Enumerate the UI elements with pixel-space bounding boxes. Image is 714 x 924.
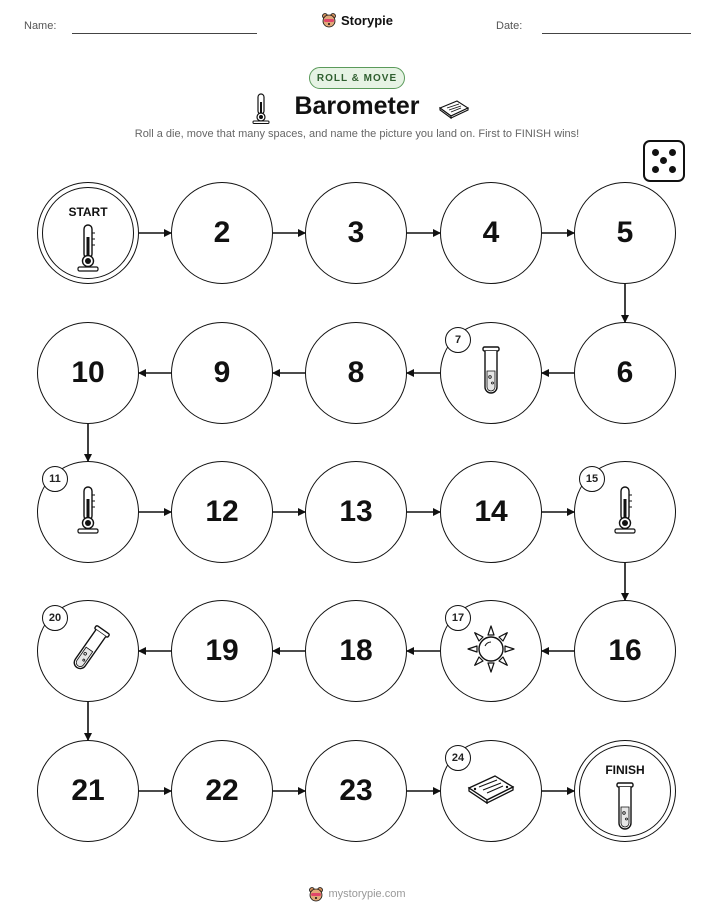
space-number-badge: 17 [445, 605, 471, 631]
space-14 [440, 461, 542, 563]
space-18 [305, 600, 407, 702]
space-number: 13 [339, 495, 373, 528]
space-17 [440, 600, 542, 702]
test-tube-icon [478, 345, 504, 402]
space-8 [305, 322, 407, 424]
space-7 [440, 322, 542, 424]
space-number: 3 [347, 216, 365, 249]
thermometer-icon [75, 485, 101, 540]
space-23 [305, 740, 407, 842]
space-13 [305, 461, 407, 563]
footer [0, 886, 714, 907]
space-number: 4 [482, 216, 500, 249]
space-label: START [68, 205, 108, 219]
thermometer-icon [612, 485, 638, 540]
barometer-icon [465, 772, 517, 811]
test-tube-icon [61, 620, 115, 682]
space-number-badge: 7 [445, 327, 471, 353]
sun-icon [467, 625, 515, 678]
space-21 [37, 740, 139, 842]
space-4 [440, 182, 542, 284]
space-10 [37, 322, 139, 424]
name-label: Name: [24, 20, 57, 32]
storypie-bear-icon [308, 886, 324, 902]
space-number: 2 [213, 216, 231, 249]
space-2 [171, 182, 273, 284]
space-label: FINISH [605, 763, 645, 777]
space-19 [171, 600, 273, 702]
game-type-badge: ROLL & MOVE [309, 67, 405, 89]
space-finish [574, 740, 676, 842]
space-6 [574, 322, 676, 424]
space-number: 9 [213, 356, 231, 389]
space-16 [574, 600, 676, 702]
space-11 [37, 461, 139, 563]
space-number-badge: 24 [445, 745, 471, 771]
space-number: 12 [205, 495, 239, 528]
space-number: 18 [339, 634, 373, 667]
thermometer-icon [75, 223, 101, 278]
space-22 [171, 740, 273, 842]
date-label: Date: [496, 20, 523, 32]
space-number: 6 [616, 356, 634, 389]
space-number: 19 [205, 634, 239, 667]
brand-name: Storypie [340, 12, 393, 28]
test-tube-icon [612, 781, 638, 838]
space-9 [171, 322, 273, 424]
space-3 [305, 182, 407, 284]
instructions: Roll a die, move that many spaces, and name the picture you land on. First to FINISH wins! [134, 128, 580, 140]
footer-url: mystorypie.com [328, 888, 406, 900]
space-5 [574, 182, 676, 284]
page-title: Barometer [294, 92, 420, 120]
space-12 [171, 461, 273, 563]
space-24 [440, 740, 542, 842]
space-number: 14 [474, 495, 508, 528]
space-15 [574, 461, 676, 563]
space-start [37, 182, 139, 284]
space-20 [37, 600, 139, 702]
space-number: 16 [608, 634, 642, 667]
space-number: 10 [71, 356, 105, 389]
space-number: 8 [347, 356, 365, 389]
space-number-badge: 11 [42, 466, 68, 492]
space-number: 23 [339, 774, 373, 807]
space-number-badge: 20 [42, 605, 68, 631]
space-number-badge: 15 [579, 466, 605, 492]
space-number: 22 [205, 774, 239, 807]
space-number: 5 [616, 216, 634, 249]
space-number: 21 [71, 774, 105, 807]
